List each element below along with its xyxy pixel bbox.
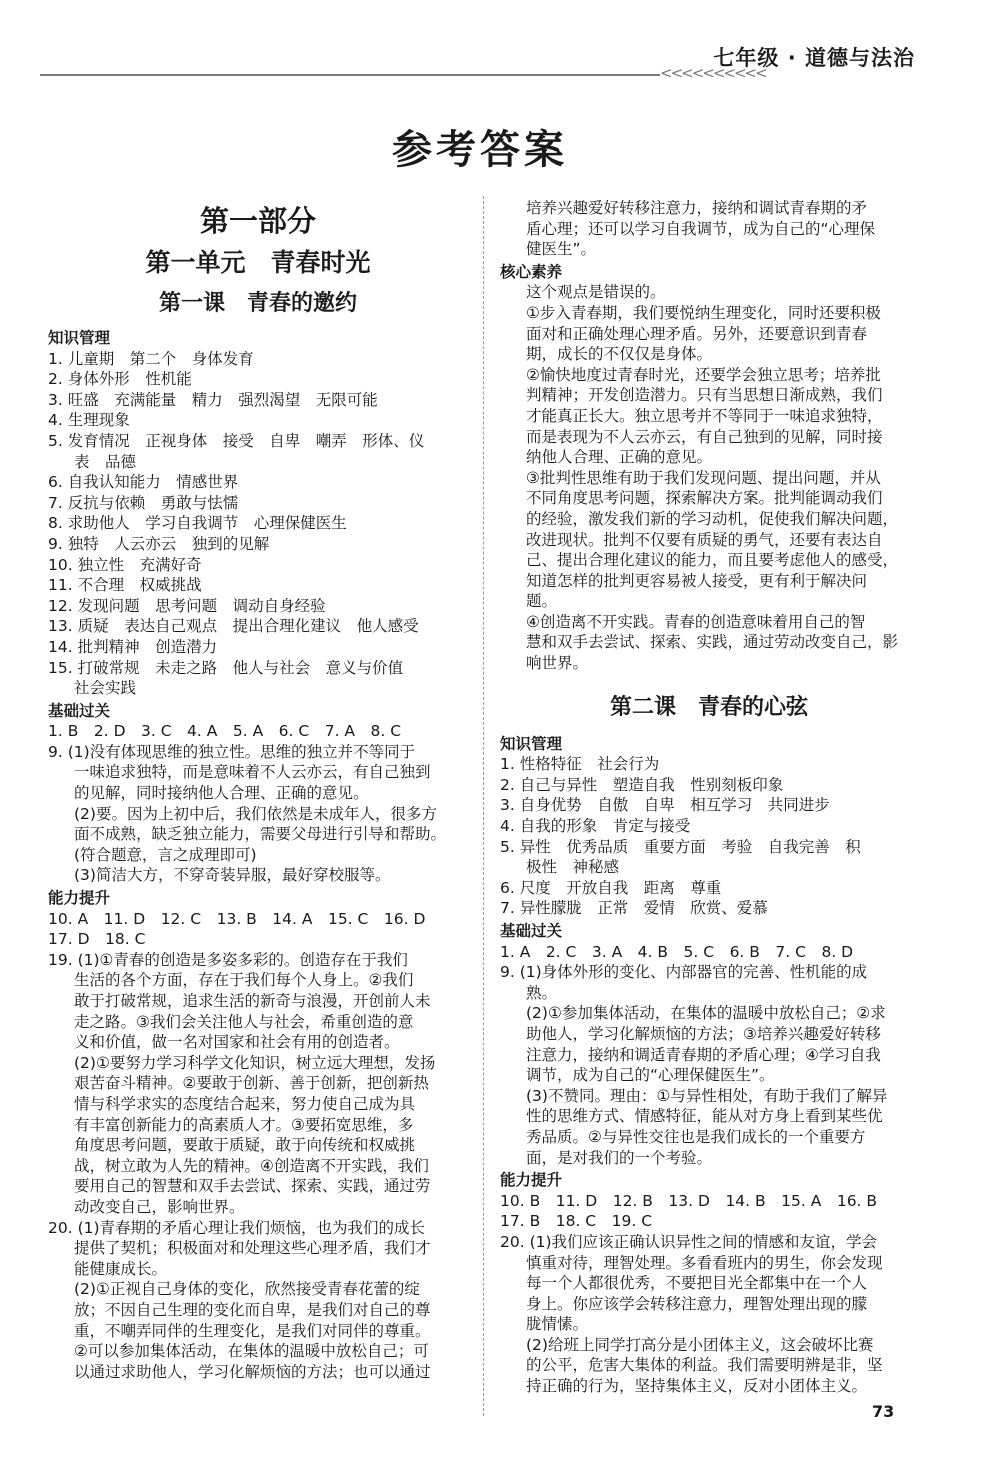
right-answer-list-b	[500, 734, 918, 1397]
right-answer-list-a	[500, 198, 918, 674]
answer-line: 8. 求助他人 学习自我调节 心理保健医生	[48, 514, 347, 533]
answer-line: 20. (1)我们应该正确认识异性之间的情感和友谊，学会	[500, 1232, 878, 1251]
answer-line: 13. 质疑 表达自己观点 提出合理化建议 他人感受	[48, 617, 419, 636]
answer-line: 4. 生理现象	[48, 411, 130, 430]
answer-line: 而是表现为不人云亦云，有自己独到的见解，同时接	[526, 427, 883, 446]
answer-line: 情与科学求实的态度结合起来，努力使自己成为具	[74, 1094, 416, 1113]
section-heading: 基础过关	[48, 701, 111, 720]
answer-line: 一味追求独特，而是意味着不人云亦云，有自己独到	[74, 763, 431, 782]
answer-line: 助他人，学习化解烦恼的方法；③培养兴趣爱好转移	[526, 1024, 881, 1043]
answer-line: 这个观点是错误的。	[526, 283, 666, 302]
answer-line: 动改变自己，影响世界。	[74, 1197, 245, 1216]
unit-title: 第一单元 青春时光	[145, 248, 371, 277]
page-number: 73	[872, 1402, 895, 1421]
header-rule	[40, 74, 660, 76]
answer-line: 面对和正确处理心理矛盾。另外，还要意识到青春	[526, 324, 868, 343]
column-divider	[483, 196, 485, 1416]
answer-line: (2)①要努力学习科学文化知识，树立远大理想，发扬	[74, 1053, 436, 1072]
answer-line: 17. B 18. C 19. C	[500, 1212, 653, 1231]
answer-line: 1. B 2. D 3. C 4. A 5. A 6. C 7. A 8. C	[48, 722, 402, 741]
answer-line: 的公平，危害大集体的利益。我们需要明辨是非，坚	[526, 1356, 883, 1375]
answer-line: 注意力，接纳和调适青春期的矛盾心理；④学习自我	[526, 1045, 881, 1064]
answer-line: 7. 反抗与依赖 勇敢与怯懦	[48, 493, 239, 512]
answer-line: 身上。你应该学会转移注意力，理智处理出现的朦	[526, 1294, 868, 1313]
answer-line: 生活的各个方面，存在于我们每个人身上。②我们	[74, 971, 414, 990]
section-heading: 核心素养	[500, 262, 563, 281]
answer-line: 社会实践	[74, 679, 137, 698]
answer-line: 知道怎样的批判更容易被人接受，更有利于解决问	[526, 571, 868, 590]
answer-line: ②愉快地度过青春时光，还要学会独立思考；培养批	[526, 365, 881, 384]
answer-line: 提供了契机；积极面对和处理这些心理矛盾，我们才	[74, 1239, 431, 1258]
answer-line: 有丰富创新能力的高素质人才。③要拓宽思维，多	[74, 1115, 414, 1134]
answer-line: 才能真正长大。独立思考并不等同于一味追求独特，	[526, 406, 883, 425]
answer-line: 6. 自我认知能力 情感世界	[48, 473, 239, 492]
answer-line: 放；不因自己生理的变化而自卑，是我们对自己的尊	[74, 1300, 431, 1319]
answer-line: 20. (1)青春期的矛盾心理让我们烦恼，也为我们的成长	[48, 1218, 426, 1237]
answer-line: 战，树立敢为人先的精神。④创造离不开实践，我们	[74, 1156, 429, 1175]
answer-line: 极性 神秘感	[526, 858, 620, 877]
answer-line: 调节，成为自己的“心理保健医生”。	[526, 1066, 775, 1085]
answer-line: 培养兴趣爱好转移注意力，接纳和调试青春期的矛	[526, 199, 868, 217]
answer-line: 要用自己的智慧和双手去尝试、探索、实践，通过劳	[74, 1177, 431, 1196]
answer-line: 9. 独特 人云亦云 独到的见解	[48, 534, 270, 553]
answer-line: 秀品质。②与异性交往也是我们成长的一个重要方	[526, 1127, 866, 1146]
answer-line: 判精神；开发创造潜力。只有当思想日渐成熟，我们	[526, 386, 883, 405]
header-title: 七年级 · 道德与法治	[713, 46, 915, 70]
page-title: 参考答案	[392, 126, 568, 173]
answer-line: (2)①正视自己身体的变化，欣然接受青春花蕾的绽	[74, 1280, 420, 1299]
answer-line: 义和价值，做一名对国家和社会有用的创造者。	[74, 1033, 400, 1052]
answer-line: 敢于打破常规，追求生活的新奇与浪漫，开创前人未	[74, 992, 431, 1010]
answer-line: 表 品德	[74, 452, 137, 471]
answer-line: 17. D 18. C	[48, 930, 146, 949]
answer-line: 3. 自身优势 自傲 自卑 相互学习 共同进步	[500, 796, 830, 815]
answer-line: 熟。	[526, 983, 558, 1002]
answer-line: 面不成熟，缺乏独立能力，需要父母进行引导和帮助。	[74, 825, 447, 844]
section-heading: 基础过关	[500, 922, 563, 940]
lesson-title: 第一课 青春的邀约	[158, 291, 357, 316]
answer-line: 慎重对待，理智处理。多看看班内的男生，你会发现	[526, 1253, 883, 1272]
answer-line: 纳他人合理、正确的意见。	[526, 448, 713, 467]
answer-line: 的见解，同时接纳他人合理、正确的意见。	[74, 784, 369, 803]
answer-line: 盾心理；还可以学习自我调节，成为自己的“心理保	[526, 219, 876, 238]
answer-line: 5. 发育情况 正视身体 接受 自卑 嘲弄 形体、仪	[48, 431, 425, 450]
answer-line: 慧和双手去尝试、探索、实践，通过劳动改变自己，影	[526, 633, 899, 652]
section-heading: 知识管理	[48, 329, 111, 347]
section-heading: 能力提升	[500, 1171, 563, 1190]
answer-line: 不同角度思考问题，探索解决方案。批判能调动我们	[526, 489, 883, 508]
answer-line: 己、提出合理化建议的能力，而且要考虑他人的感受，	[526, 551, 899, 570]
answer-line: 15. 打破常规 未走之路 他人与社会 意义与价值	[48, 658, 404, 677]
answer-line: 3. 旺盛 充满能量 精力 强烈渴望 无限可能	[48, 390, 378, 409]
answer-line: 重，不嘲弄同伴的生理变化，是我们对同伴的尊重。	[74, 1321, 431, 1340]
answer-line: 艰苦奋斗精神。②要敢于创新、善于创新，把创新热	[74, 1074, 429, 1093]
answer-line: 4. 自我的形象 肯定与接受	[500, 817, 691, 836]
answer-line: 题。	[526, 592, 558, 611]
answer-line: 以通过求助他人，学习化解烦恼的方法；也可以通过	[74, 1362, 431, 1381]
answer-line: 面，是对我们的一个考验。	[526, 1148, 713, 1167]
lesson2-title: 第二课 青春的心弦	[609, 694, 808, 720]
part-title: 第一部分	[199, 204, 316, 238]
answer-line: 性的思维方式、情感特征，能从对方身上看到某些优	[526, 1107, 883, 1126]
answer-line: 2. 身体外形 性机能	[48, 370, 192, 389]
answer-line: 2. 自己与异性 塑造自我 性别刻板印象	[500, 775, 784, 794]
answer-line: 12. 发现问题 思考问题 调动自身经验	[48, 596, 326, 615]
answer-line: 19. (1)①青春的创造是多姿多彩的。创造存在于我们	[48, 950, 408, 969]
answer-line: 持正确的行为，坚持集体主义，反对小团体主义。	[526, 1377, 868, 1396]
answer-line: 5. 异性 优秀品质 重要方面 考验 自我完善 积	[500, 837, 861, 856]
answer-line: 改进现状。批判不仅要有质疑的勇气，还要有表达自	[526, 530, 883, 549]
answer-line: (2)要。因为上初中后，我们依然是未成年人，很多方	[74, 804, 437, 823]
answer-line: 1. 儿童期 第二个 身体发育	[48, 349, 254, 368]
answer-line: (2)给班上同学打高分是小团体主义，这会破坏比赛	[526, 1335, 874, 1354]
section-heading: 知识管理	[500, 734, 563, 753]
answer-line: 9. (1)身体外形的变化、内部器官的完善、性机能的成	[500, 963, 868, 982]
answer-line: 10. B 11. D 12. B 13. D 14. B 15. A 16. B	[500, 1191, 878, 1210]
section-heading: 能力提升	[48, 889, 111, 908]
answer-line: ②可以参加集体活动，在集体的温暖中放松自己；可	[74, 1342, 429, 1361]
answer-line: 每一个人都很优秀，不要把目光全都集中在一个人	[526, 1274, 868, 1293]
answer-line: 11. 不合理 权威挑战	[48, 576, 202, 595]
left-column	[48, 200, 468, 1382]
answer-line: 10. 独立性 充满好奇	[48, 555, 202, 574]
answer-line: 9. (1)没有体现思维的独立性。思维的独立并不等同于	[48, 742, 416, 761]
answer-line: (2)①参加集体活动，在集体的温暖中放松自己；②求	[526, 1004, 886, 1023]
answer-line: 能健康成长。	[74, 1259, 168, 1278]
answer-line: (3)不赞同。理由：①与异性相处，有助于我们了解异	[526, 1086, 888, 1105]
answer-line: 胧情愫。	[526, 1315, 589, 1334]
answer-line: 1. A 2. C 3. A 4. B 5. C 6. B 7. C 8. D	[500, 942, 854, 961]
left-answer-list	[48, 328, 468, 1382]
answer-line: 响世界。	[526, 654, 589, 673]
right-column	[500, 198, 918, 1397]
answer-line: 走之路。③我们会关注他人与社会，希重创造的意	[74, 1012, 414, 1031]
answer-line: (3)简洁大方，不穿奇装异服，最好穿校服等。	[74, 866, 391, 885]
answer-line: 7. 异性朦胧 正常 爱情 欣赏、爱慕	[500, 899, 768, 918]
answer-line: 1. 性格特征 社会行为	[500, 755, 660, 774]
answer-line: 的经验，激发我们新的学习动机，促使我们解决问题，	[526, 509, 899, 528]
answer-line: ④创造离不开实践。青春的创造意味着用自己的智	[526, 612, 866, 631]
answer-line: (符合题意，言之成理即可)	[74, 845, 257, 864]
answer-line: 健医生”。	[526, 240, 597, 259]
answer-line: 10. A 11. D 12. C 13. B 14. A 15. C 16. D	[48, 909, 426, 928]
answer-line: 6. 尺度 开放自我 距离 尊重	[500, 878, 722, 897]
answer-line: ③批判性思维有助于我们发现问题、提出问题，并从	[526, 468, 881, 487]
answer-line: 14. 批判精神 创造潜力	[48, 637, 218, 656]
answer-line: 期，成长的不仅仅是身体。	[526, 345, 713, 364]
answer-line: 角度思考问题，要敢于质疑，敢于向传统和权威挑	[74, 1136, 416, 1155]
header-chevrons: <<<<<<<<<<	[660, 64, 766, 82]
answer-line: ①步入青春期，我们要悦纳生理变化，同时还要积极	[526, 303, 881, 322]
